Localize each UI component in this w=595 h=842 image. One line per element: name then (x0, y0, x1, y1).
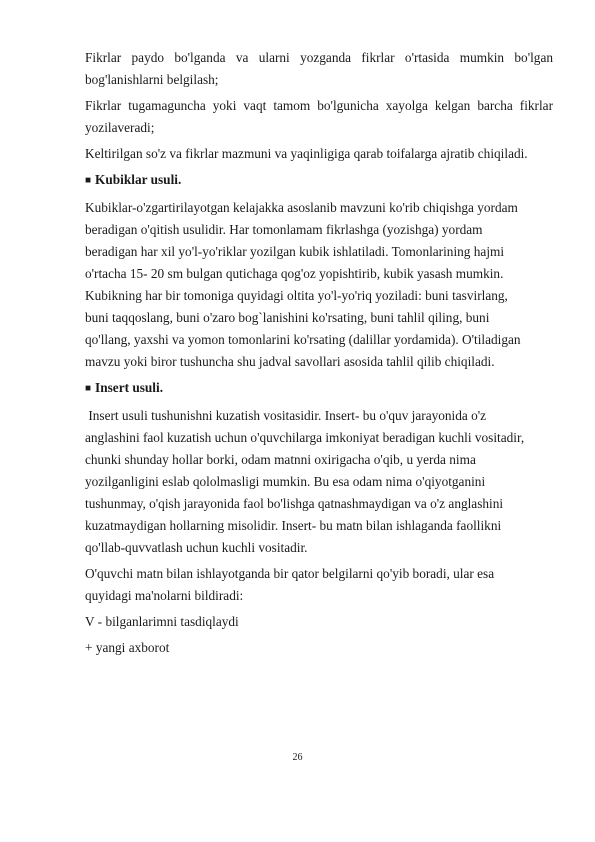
text-line: buni taqqoslang, buni o'zaro bog`lanishini ko'rsating, buni tahlil qiling, buni (85, 310, 490, 325)
paragraph-insert-description (85, 405, 553, 559)
text-line: anglashini faol kuzatish uchun o'quvchilarga imkoniyat beradigan kuchli vositadir, (85, 430, 525, 445)
text-line: Kubiklar-o'zgartirilayotgan kelajakka asoslanib mavzuni ko'rib chiqishga yordam (85, 200, 518, 215)
text-line: mavzu yoki biror tushuncha shu jadval savollari asosida tahlil qilib chiqiladi. (85, 354, 495, 369)
paragraph-toifalarga-ajratish (85, 143, 553, 165)
text-line: Fikrlar tugamaguncha yoki vaqt tamom bo'lgunicha xayolga kelgan barcha fikrlar (85, 98, 553, 113)
page-number: 26 (292, 752, 303, 763)
square-bullet-icon: ■ (85, 383, 92, 394)
paragraph-kubiklar-description (85, 197, 553, 373)
text-line: beradigan har xil yo'l-yo'riklar yozilgan kubik ishlatiladi. Tomonlarining hajmi (85, 244, 505, 259)
text-line: O'quvchi matn bilan ishlayotganda bir qator belgilarni qo'yib boradi, ular esa (85, 566, 495, 581)
heading-text: Kubiklar usuli. (95, 172, 182, 187)
text-line: yozilaveradi; (85, 120, 155, 135)
section-heading-kubiklar (85, 169, 553, 193)
text-line: yozilganligini eslab qololmasligi mumkin. Bu esa odam nima o'qiyotganini (85, 474, 486, 489)
paragraph-belgi-plus (85, 637, 553, 659)
text-line: Keltirilgan so'z va fikrlar mazmuni va yaqinligiga qarab toifalarga ajratib chiqiladi. (85, 146, 528, 161)
heading-text: Insert usuli. (95, 380, 164, 395)
text-line: chunki shunday hollar borki, odam matnni oxirigacha o'qib, u yerda nima (85, 452, 476, 467)
text-line: o'rtacha 15- 20 sm bulgan qutichaga qog'oz yopishtirib, kubik yasash mumkin. (85, 266, 504, 281)
text-line: kuzatmaydigan hollarning misolidir. Insert- bu matn bilan ishlaganda faollikni (85, 518, 502, 533)
text-line: tushunmay, o'qish jarayonida faol bo'lishga qatnashmaydigan va o'z anglashini (85, 496, 504, 511)
text-line: Insert usuli tushunishni kuzatish vositasidir. Insert- bu o'quv jarayonida o'z (85, 408, 487, 423)
text-line: + yangi axborot (85, 640, 170, 655)
text-line: V - bilganlarimni tasdiqlaydi (85, 614, 239, 629)
text-line: qo'llang, yaxshi va yomon tomonlarini ko'rsating (dalillar yordamida). O'tiladigan (85, 332, 521, 347)
square-bullet-icon: ■ (85, 175, 92, 186)
text-line: quyidagi ma'nolarni bildiradi: (85, 588, 244, 603)
document-body (85, 47, 553, 663)
paragraph-belgilar-intro (85, 563, 553, 607)
section-heading-insert (85, 377, 553, 401)
text-line: bog'lanishlarni belgilash; (85, 72, 219, 87)
text-line: Kubikning har bir tomoniga quyidagi oltita yo'l-yo'riq yoziladi: buni tasvirlang, (85, 288, 508, 303)
text-line: Fikrlar paydo bo'lganda va ularni yozganda fikrlar o'rtasida mumkin bo'lgan (85, 50, 553, 65)
text-line: qo'llab-quvvatlash uchun kuchli vositadir. (85, 540, 308, 555)
paragraph-fikrlar-yozilaveradi (85, 95, 553, 139)
text-line: beradigan o'qitish usulidir. Har tomonlamam fikrlashga (yozishga) yordam (85, 222, 483, 237)
paragraph-belgi-v (85, 611, 553, 633)
paragraph-bog-lanishlar (85, 47, 553, 91)
